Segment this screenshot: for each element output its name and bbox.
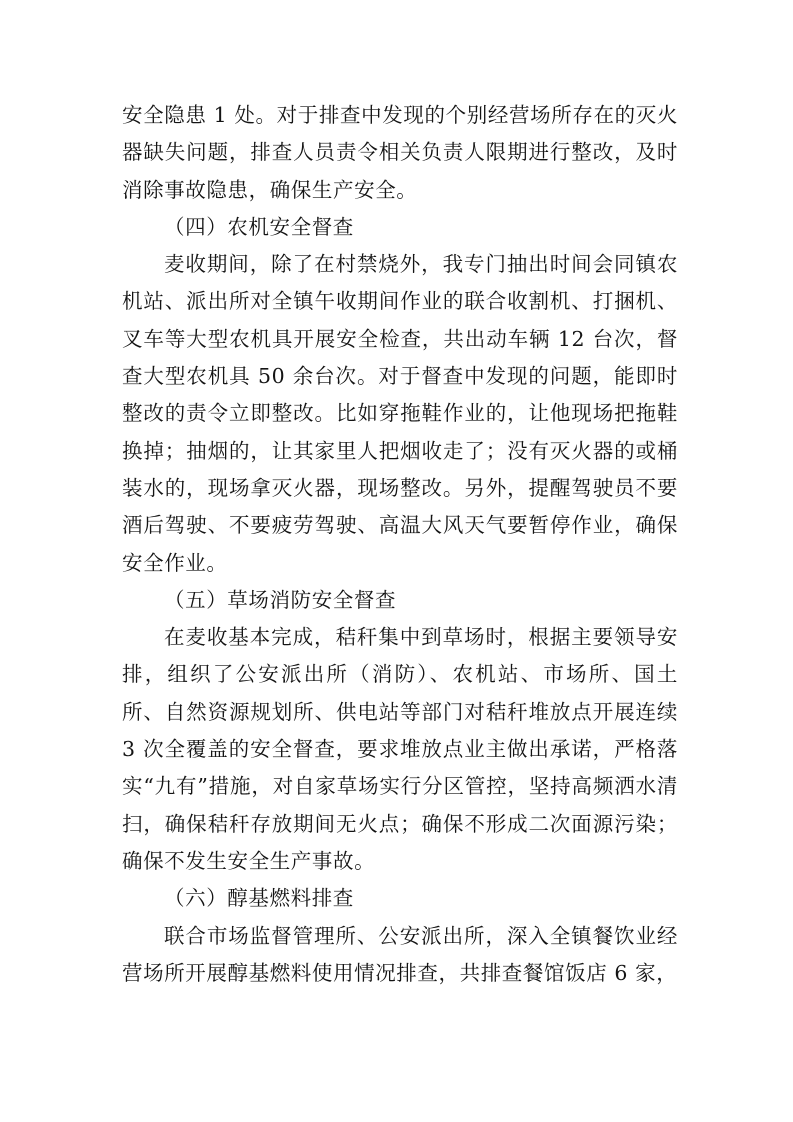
section-heading-agri-machinery: （四）农机安全督查: [164, 214, 354, 239]
paragraph-grassland-fire: 在麦收基本完成，秸秆集中到草场时，根据主要领导安排，组织了公安派出所（消防）、农机站、市场所、国土所、自然资源规划所、供电站等部门对秸秆堆放点开展连续 3 次全覆盖的安全督查，要求堆放点业主做出承诺，严格落实“九有”措施，对自家草场实行分区管控，坚持高频洒水清扫，确保秸秆存放期间无火点；确保不形成二次面源污染；确保不发生安全生产事故。: [122, 625, 678, 873]
paragraph-agri-machinery: 麦收期间，除了在村禁烧外，我专门抽出时间会同镇农机站、派出所对全镇午收期间作业的联合收割机、打捆机、叉车等大型农机具开展安全检查，共出动车辆 12 台次，督查大型农机具 50 余台次。对于督查中发现的问题，能即时整改的责令立即整改。比如穿拖鞋作业的，让他现场把拖鞋换掉；抽烟的，让其家里人把烟收走了；没有灭火器的或桶装水的，现场拿灭火器，现场整改。另外，提醒驾驶员不要酒后驾驶、不要疲劳驾驶、高温大风天气要暂停作业，确保安全作业。: [122, 252, 678, 575]
paragraph-continuation: 安全隐患 1 处。对于排查中发现的个别经营场所存在的灭火器缺失问题，排查人员责令相关负责人限期进行整改，及时消除事故隐患，确保生产安全。: [122, 103, 678, 202]
document-body: [122, 97, 678, 992]
paragraph-alcohol-fuel: 联合市场监督管理所、公安派出所，深入全镇餐饮业经营场所开展醇基燃料使用情况排查，共排查餐馆饭店 6 家，: [122, 923, 678, 985]
section-heading-grassland-fire: （五）草场消防安全督查: [164, 587, 397, 612]
section-heading-alcohol-fuel: （六）醇基燃料排查: [164, 886, 354, 911]
